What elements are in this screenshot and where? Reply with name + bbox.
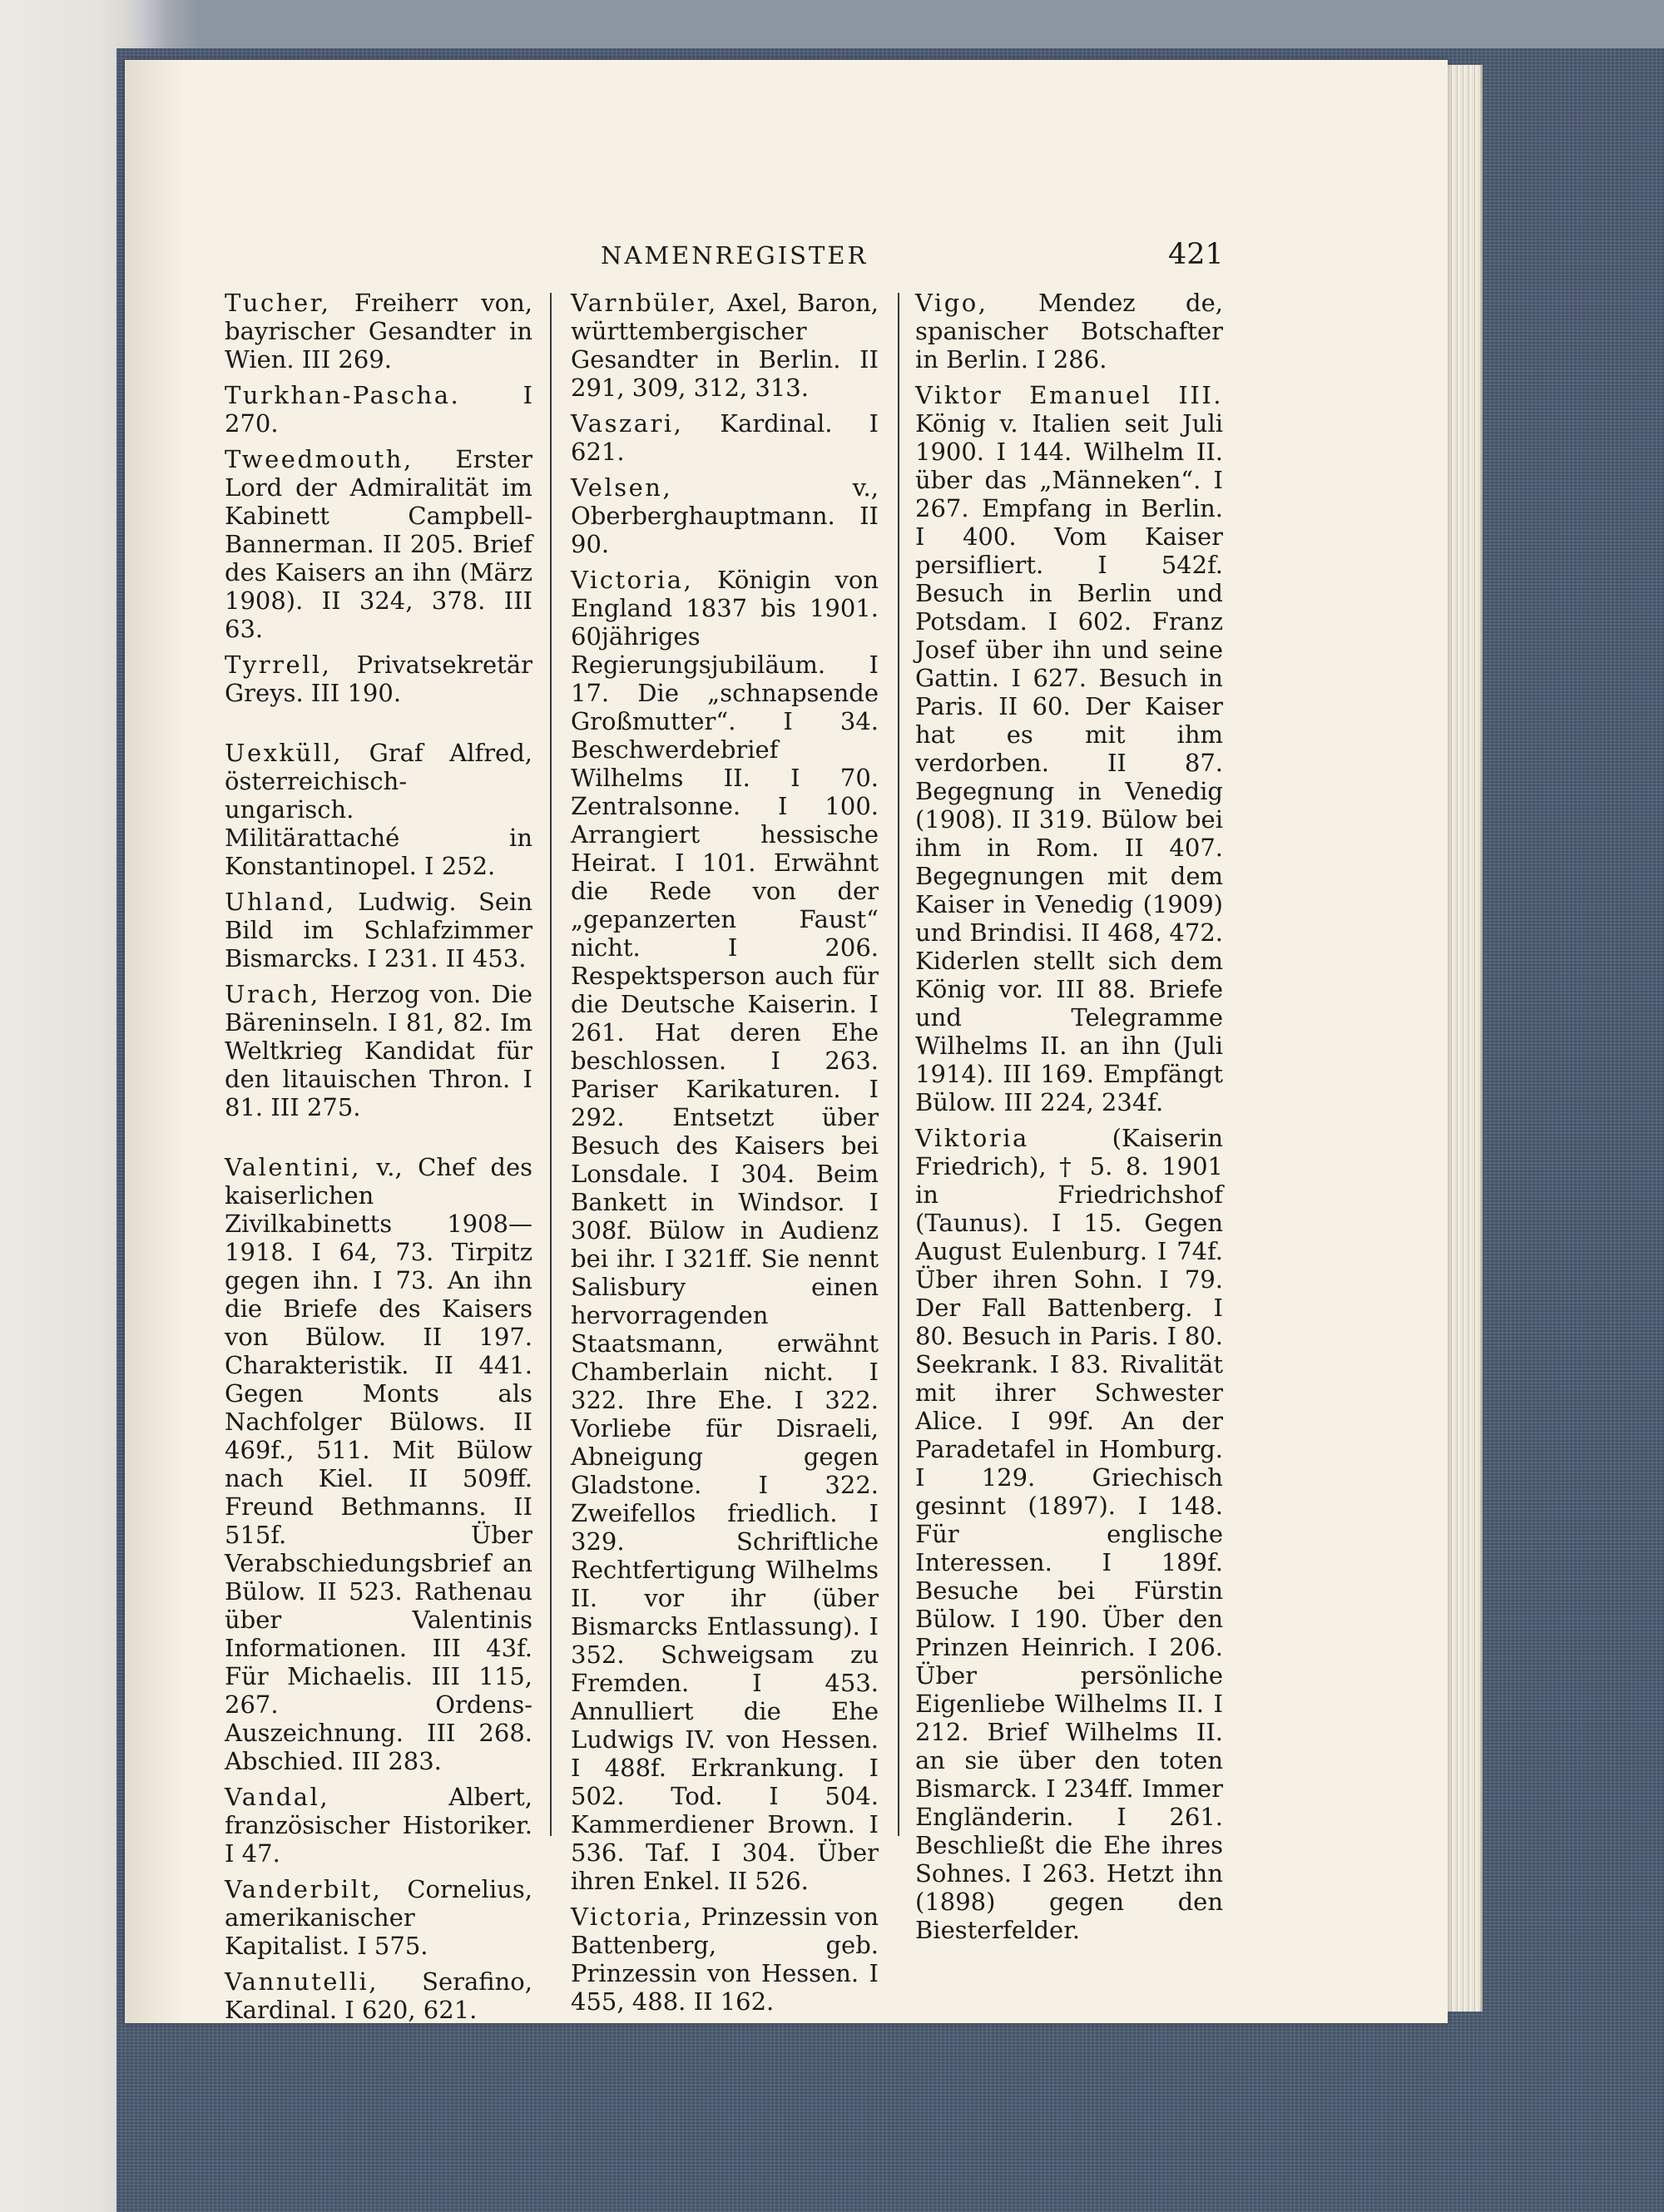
entry-name: Victoria,	[571, 566, 694, 594]
entry-name: Uexküll,	[225, 739, 343, 767]
entry-text: Ludwig. Sein Bild im Schlafzimmer Bismarcks. I 231. II 453.	[225, 888, 533, 972]
index-column-1	[225, 289, 532, 2031]
entry-text: Freiherr von, bayrischer Gesandter in Wien. III 269.	[225, 289, 532, 374]
entry-name: Viktoria	[915, 1124, 1029, 1152]
entry-name: Victoria,	[571, 1903, 694, 1931]
entry-name: Tucher,	[225, 289, 331, 317]
index-entry	[225, 1153, 532, 1775]
entry-text: König v. Italien seit Juli 1900. I 144. Wilhelm II. über das „Männeken“. I 267. Empfang in Berlin. I 400. Vom Kaiser persifliert. I 542f. Besuch in Berlin und Potsdam. I 602. Franz Josef über ihn und seine Gattin. I 627. Besuch in Paris. II 60. Der Kaiser hat es mit ihm verdorben. II 87. Begegnung in Venedig (1908). II 319. Bülow bei ihm in Rom. II 407. Begegnungen mit dem Kaiser in Venedig (1909) und Brindisi. II 468, 472. Kiderlen stellt sich dem König vor. III 88. Briefe und Telegramme Wilhelms II. an ihn (Juli 1914). III 169. Empfängt Bülow. III 224, 234f.	[915, 409, 1223, 1116]
index-entry	[225, 1783, 532, 1868]
entry-text: Albert, französischer Historiker. I 47.	[225, 1783, 532, 1868]
entry-name: Vannutelli,	[225, 1967, 379, 1996]
entry-name: Urach,	[225, 980, 320, 1008]
entry-text: Mendez de, spanischer Botschafter in Berlin. I 286.	[915, 289, 1223, 374]
index-entry	[225, 381, 532, 438]
index-entry	[225, 888, 532, 972]
entry-name: Vigo,	[915, 289, 988, 317]
entry-text: v., Chef des kaiserlichen Zivilkabinetts 1908—1918. I 64, 73. Tirpitz gegen ihn. I 73. An ihn die Briefe des Kaisers von Bülow. II 197. Charakteristik. II 441. Gegen Monts als Nachfolger Bülows. II 469f., 511. Mit Bülow nach Kiel. II 509ff. Freund Bethmanns. II 515f. Über Verabschiedungsbrief an Bülow. II 523. Rathenau über Valentinis Informationen. III 43f. Für Michaelis. III 115, 267. Ordens-Auszeichnung. III 268. Abschied. III 283.	[225, 1153, 532, 1775]
page-number: 421	[1168, 238, 1224, 271]
entry-text: (Kaiserin Friedrich), † 5. 8. 1901 in Friedrichshof (Taunus). I 15. Gegen August Eulenburg. I 74f. Über ihren Sohn. I 79. Der Fall Battenberg. I 80. Besuch in Paris. I 80. Seekrank. I 83. Rivalität mit ihrer Schwester Alice. I 99f. An der Paradetafel in Homburg. I 129. Griechisch gesinnt (1897). I 148. Für englische Interessen. I 189f. Besuche bei Fürstin Bülow. I 190. Über den Prinzen Heinrich. I 206. Über persönliche Eigenliebe Wilhelms II. I 212. Brief Wilhelms II. an sie über den toten Bismarck. I 234ff. Immer Engländerin. I 261. Beschließt die Ehe ihres Sohnes. I 263. Hetzt ihn (1898) gegen den Biesterfelder.	[915, 1124, 1223, 1944]
entry-text: Graf Alfred, österreichisch-ungarisch. Militärattaché in Konstantinopel. I 252.	[225, 739, 533, 880]
running-head: NAMENREGISTER	[601, 241, 869, 270]
entry-name: Valentini,	[225, 1153, 361, 1181]
index-entry	[915, 1124, 1223, 1944]
entry-text: v., Oberberghauptmann. II 90.	[571, 473, 879, 558]
column-rule	[550, 293, 552, 1836]
index-entry	[915, 289, 1223, 374]
index-entry	[225, 651, 532, 707]
index-entry	[571, 566, 879, 1895]
index-column-2	[571, 289, 879, 2023]
index-entry	[225, 980, 532, 1121]
entry-name: Tweedmouth,	[225, 445, 414, 473]
entry-text: Kardinal. I 621.	[571, 409, 879, 466]
entry-text: Cornelius, amerikanischer Kapitalist. I 575.	[225, 1875, 532, 1960]
entry-text: Axel, Baron, württembergischer Gesandter in Berlin. II 291, 309, 312, 313.	[571, 289, 879, 402]
index-entry	[571, 473, 879, 558]
entry-name: Velsen,	[571, 473, 673, 502]
index-column-3	[915, 289, 1223, 1952]
entry-name: Vaszari,	[571, 409, 684, 438]
index-entry	[571, 1903, 879, 2016]
entry-text: Serafino, Kardinal. I 620, 621.	[225, 1967, 532, 2024]
entry-text: Königin von England 1837 bis 1901. 60jähriges Regierungsjubiläum. I 17. Die „schnapsende Großmutter“. I 34. Beschwerdebrief Wilhelms II. I 70. Zentralsonne. I 100. Arrangiert hessische Heirat. I 101. Erwähnt die Rede von der „gepanzerten Faust“ nicht. I 206. Respektsperson auch für die Deutsche Kaiserin. I 261. Hat deren Ehe beschlossen. I 263. Pariser Karikaturen. I 292. Entsetzt über Besuch des Kaisers bei Lonsdale. I 304. Beim Bankett in Windsor. I 308f. Bülow in Audienz bei ihr. I 321ff. Sie nennt Salisbury einen hervorragenden Staatsmann, erwähnt Chamberlain nicht. I 322. Ihre Ehe. I 322. Vorliebe für Disraeli, Abneigung gegen Gladstone. I 322. Zweifellos friedlich. I 329. Schriftliche Rechtfertigung Wilhelms II. vor ihr (über Bismarcks Entlassung). I 352. Schweigsam zu Fremden. I 453. Annulliert die Ehe Ludwigs IV. von Hessen. I 488f. Erkrankung. I 502. Tod. I 504. Kammerdiener Brown. I 536. Taf. I 304. Über ihren Enkel. II 526.	[571, 566, 879, 1895]
entry-name: Uhland,	[225, 888, 336, 916]
index-entry	[225, 289, 532, 374]
index-entry	[915, 381, 1223, 1116]
index-entry	[225, 1875, 532, 1960]
entry-text: I 270.	[225, 381, 532, 438]
entry-name: Vandal,	[225, 1783, 330, 1811]
index-entry	[225, 445, 532, 643]
entry-name: Tyrrell,	[225, 651, 332, 679]
entry-name: Vanderbilt,	[225, 1875, 383, 1903]
column-rule	[898, 293, 899, 1836]
index-entry	[225, 739, 532, 880]
index-entry	[571, 289, 879, 402]
entry-name: Varnbüler,	[571, 289, 718, 317]
entry-text: Herzog von. Die Bäreninseln. I 81, 82. Im Weltkrieg Kandidat für den litauischen Thron. I 81. III 275.	[225, 980, 533, 1121]
entry-name: Turkhan-Pascha.	[225, 381, 461, 409]
entry-text: Privatsekretär Greys. III 190.	[225, 651, 532, 707]
entry-text: Prinzessin von Battenberg, geb. Prinzessin von Hessen. I 455, 488. II 162.	[571, 1903, 879, 2016]
index-entry	[571, 409, 879, 466]
entry-name: Viktor Emanuel III.	[915, 381, 1223, 409]
entry-text: Erster Lord der Admiralität im Kabinett Campbell-Bannerman. II 205. Brief des Kaisers an ihn (März 1908). II 324, 378. III 63.	[225, 445, 532, 643]
index-entry	[225, 1967, 532, 2024]
